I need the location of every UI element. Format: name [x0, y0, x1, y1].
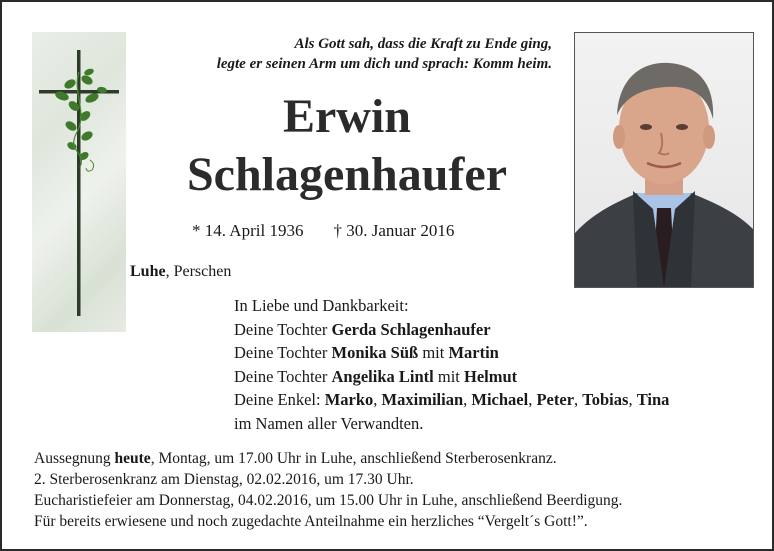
family-intro: In Liebe und Dankbarkeit:	[234, 296, 409, 315]
service-line-4: Für bereits erwiesene und noch zugedachte Anteilnahme ein herzliches “Vergelt´s Gott!”.	[34, 513, 588, 530]
partner-name: Martin	[448, 343, 499, 362]
row-connector: mit	[433, 366, 465, 386]
cross-panel	[32, 32, 126, 332]
family-row-4	[234, 388, 669, 412]
family-list	[234, 294, 669, 435]
family-row-3	[234, 365, 669, 389]
family-row-2	[234, 341, 669, 365]
birth-date: * 14. April 1936	[192, 221, 304, 240]
grandchild-name: Marko	[324, 390, 374, 409]
death-date: † 30. Januar 2016	[333, 221, 455, 240]
separator: ,	[528, 390, 537, 409]
separator: ,	[628, 390, 637, 409]
service-text: Aussegnung	[34, 450, 115, 467]
service-line-2: 2. Sterberosenkranz am Dienstag, 02.02.2016, um 17.30 Uhr.	[34, 471, 414, 488]
grandchild-name: Michael	[471, 390, 529, 409]
row-prefix: Deine Tochter	[234, 319, 332, 339]
grandchild-name: Tina	[636, 390, 670, 409]
hometown	[130, 262, 231, 282]
service-line-3: Eucharistiefeier am Donnerstag, 04.02.2016, um 15.00 Uhr in Luhe, anschließend Beerdigung.	[34, 492, 623, 509]
service-details	[34, 448, 622, 532]
row-connector: mit	[418, 343, 449, 362]
partner-name: Helmut	[464, 366, 518, 386]
quote-line-1: Als Gott sah, dass die Kraft zu Ende ging,	[294, 36, 552, 52]
service-highlight: heute	[114, 450, 151, 467]
family-closing: im Namen aller Verwandten.	[234, 413, 424, 433]
mourner-name: Gerda Schlagenhaufer	[331, 319, 491, 339]
mourner-name: Angelika Lintl	[331, 366, 434, 386]
deceased-first-name: Erwin	[282, 90, 411, 143]
life-dates	[192, 220, 512, 242]
deceased-last-name: Schlagenhaufer	[186, 148, 507, 201]
hometown-main: Luhe	[130, 263, 166, 280]
family-row-1	[234, 318, 669, 342]
separator: ,	[463, 390, 472, 409]
row-prefix: Deine Tochter	[234, 343, 332, 362]
quote-line-2: legte er seinen Arm um dich und sprach: Komm heim.	[216, 56, 552, 72]
cross-with-ivy-icon	[32, 32, 126, 332]
row-prefix: Deine Tochter	[234, 366, 332, 386]
separator: ,	[373, 390, 382, 409]
hometown-rest: , Perschen	[165, 263, 232, 280]
separator: ,	[574, 390, 583, 409]
grandchild-name: Maximilian	[381, 390, 464, 409]
service-line-1	[34, 448, 622, 469]
grandchild-name: Peter	[536, 390, 575, 409]
row-prefix: Deine Enkel:	[234, 390, 325, 409]
mourner-name: Monika Süß	[331, 343, 419, 362]
grandchild-name: Tobias	[582, 390, 629, 409]
portrait-photo	[574, 32, 754, 288]
service-text: , Montag, um 17.00 Uhr in Luhe, anschließend Sterberosenkranz.	[150, 450, 557, 467]
quote	[142, 34, 552, 74]
